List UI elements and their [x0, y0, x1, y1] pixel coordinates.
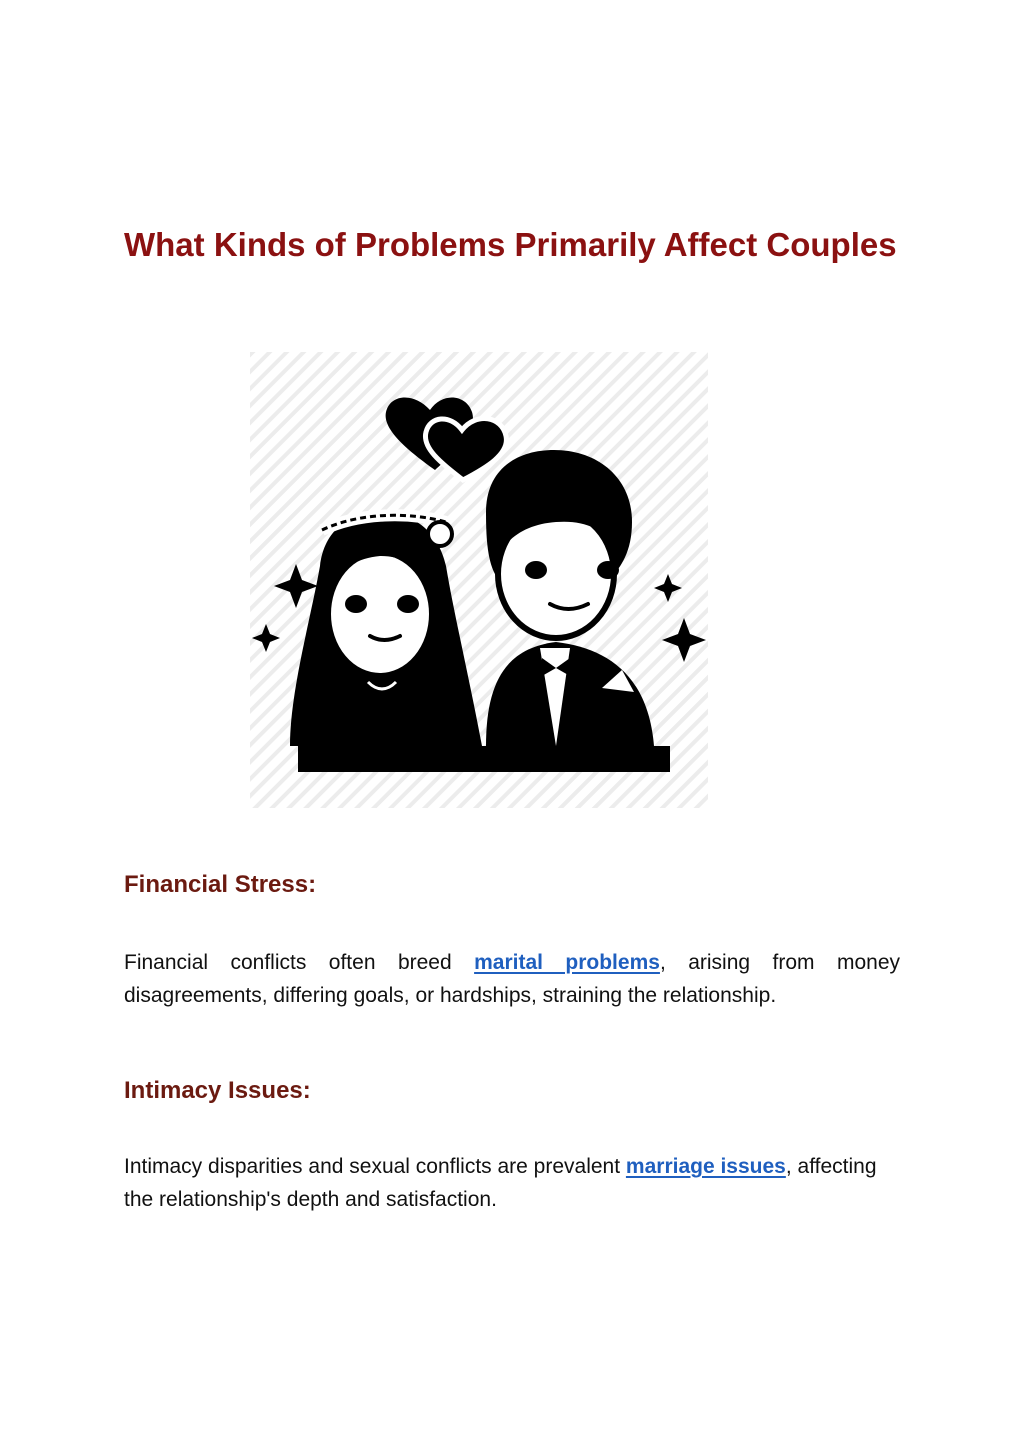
section-heading-intimacy-issues: Intimacy Issues: [124, 1077, 311, 1104]
marital-problems-link[interactable]: marital problems [474, 951, 660, 974]
marriage-issues-link[interactable]: marriage issues [625, 1155, 786, 1178]
couple-icon [250, 352, 708, 808]
text-after-link: , affecting the relationship's depth and satisfaction. [124, 1155, 877, 1211]
page-title: What Kinds of Problems Primarily Affect Couples [124, 226, 897, 263]
text-before-link: Financial conflicts often breed [124, 951, 475, 974]
section-heading-financial-stress: Financial Stress: [124, 871, 317, 898]
text-before-link: Intimacy disparities and sexual conflicts are prevalent [124, 1155, 626, 1178]
section-text-intimacy-issues [124, 1150, 900, 1216]
text-after-link: , arising from money disagreements, differing goals, or hardships, straining the relationship. [124, 951, 900, 1007]
section-text-financial-stress [124, 946, 900, 1012]
couple-illustration [250, 352, 708, 808]
